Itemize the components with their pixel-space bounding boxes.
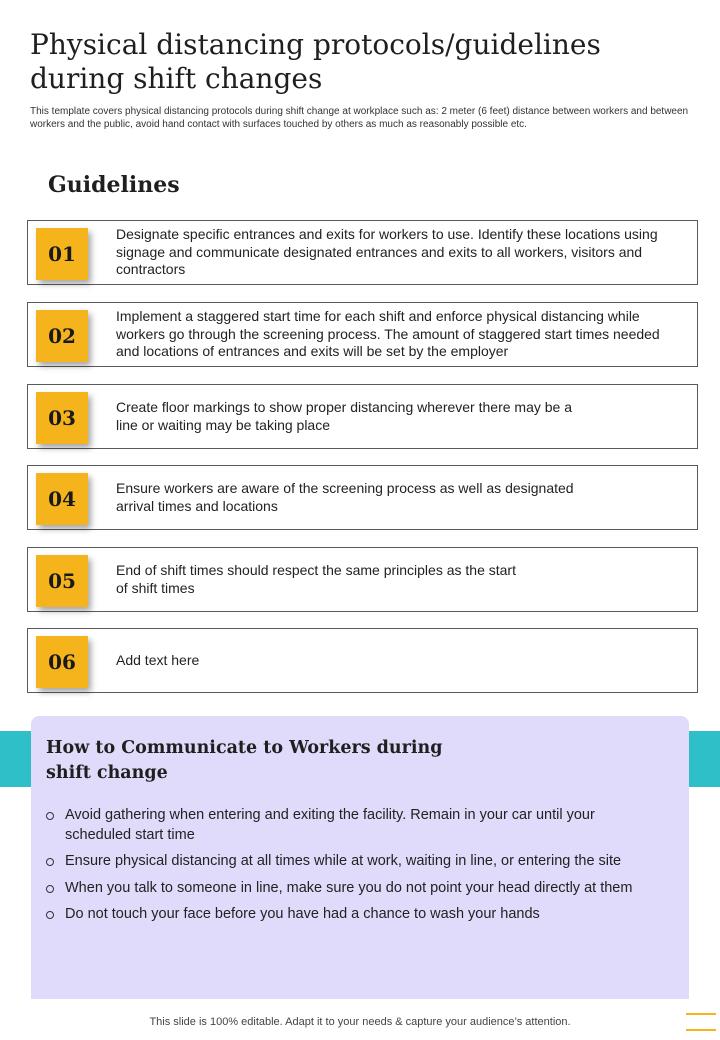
circle-bullet-icon bbox=[46, 911, 54, 919]
guideline-text-wrap bbox=[116, 221, 677, 284]
guideline-item-1 bbox=[27, 220, 698, 285]
guideline-text-wrap bbox=[116, 629, 677, 692]
circle-bullet-icon bbox=[46, 885, 54, 893]
communicate-item bbox=[45, 879, 645, 899]
communicate-item-text: Ensure physical distancing at all times while at work, waiting in line, or entering the site bbox=[65, 853, 622, 869]
page-subtitle: This template covers physical distancing protocols during shift change at workplace such as: 2 meter (6 feet) distance between workers and between workers and the public, avoid hand contact with surfaces touched by others as much as reasonably possible etc. bbox=[30, 106, 689, 130]
guideline-number-badge: 04 bbox=[36, 473, 88, 525]
guideline-text-wrap bbox=[116, 385, 677, 448]
guideline-number-badge: 03 bbox=[36, 392, 88, 444]
guideline-text: Create floor markings to show proper distancing wherever there may be a line or waiting may be taking place bbox=[116, 399, 572, 433]
guideline-text-wrap bbox=[116, 303, 677, 366]
guideline-number-badge: 01 bbox=[36, 228, 88, 280]
communicate-list bbox=[45, 806, 645, 932]
guideline-text-wrap bbox=[116, 548, 677, 611]
guideline-text: Ensure workers are aware of the screening process as well as designated arrival times and locations bbox=[116, 480, 574, 514]
guideline-number-badge: 06 bbox=[36, 636, 88, 688]
guideline-item-2 bbox=[27, 302, 698, 367]
communicate-heading: How to Communicate to Workers during shift change bbox=[46, 738, 443, 783]
communicate-item-text: Avoid gathering when entering and exiting the facility. Remain in your car until your scheduled start time bbox=[65, 807, 595, 843]
guideline-number-badge: 05 bbox=[36, 555, 88, 607]
communicate-item-text: Do not touch your face before you have had a chance to wash your hands bbox=[65, 906, 540, 922]
footer-line bbox=[686, 1029, 716, 1031]
guideline-text: Add text here bbox=[116, 651, 200, 668]
circle-bullet-icon bbox=[46, 812, 54, 820]
guideline-text: Designate specific entrances and exits for workers to use. Identify these locations using signage and communicate designated entrances and exits to all workers, visitors and contractors bbox=[116, 226, 658, 278]
footer-line bbox=[686, 1013, 716, 1015]
guideline-item-4 bbox=[27, 465, 698, 530]
communicate-item-text: When you talk to someone in line, make sure you do not point your head directly at them bbox=[65, 879, 633, 896]
guideline-text-wrap bbox=[116, 466, 677, 529]
circle-bullet-icon bbox=[46, 858, 54, 866]
communicate-item bbox=[45, 806, 645, 845]
guideline-item-6 bbox=[27, 628, 698, 693]
guidelines-heading: Guidelines bbox=[48, 172, 180, 198]
page-title: Physical distancing protocols/guidelines during shift changes bbox=[30, 28, 601, 95]
guideline-number-badge: 02 bbox=[36, 310, 88, 362]
guideline-item-3 bbox=[27, 384, 698, 449]
guideline-text: Implement a staggered start time for each shift and enforce physical distancing while workers go through the screening process. The amount of staggered start times needed and locations of entrances and exits will be set by the employer bbox=[116, 308, 660, 360]
guideline-item-5 bbox=[27, 547, 698, 612]
communicate-card bbox=[31, 716, 689, 999]
footer-note: This slide is 100% editable. Adapt it to your needs & capture your audience’s attention. bbox=[149, 1016, 571, 1028]
communicate-item bbox=[45, 905, 645, 925]
guideline-text: End of shift times should respect the same principles as the start of shift times bbox=[116, 562, 516, 596]
footer-lines-icon bbox=[686, 1013, 716, 1033]
communicate-item bbox=[45, 852, 645, 872]
